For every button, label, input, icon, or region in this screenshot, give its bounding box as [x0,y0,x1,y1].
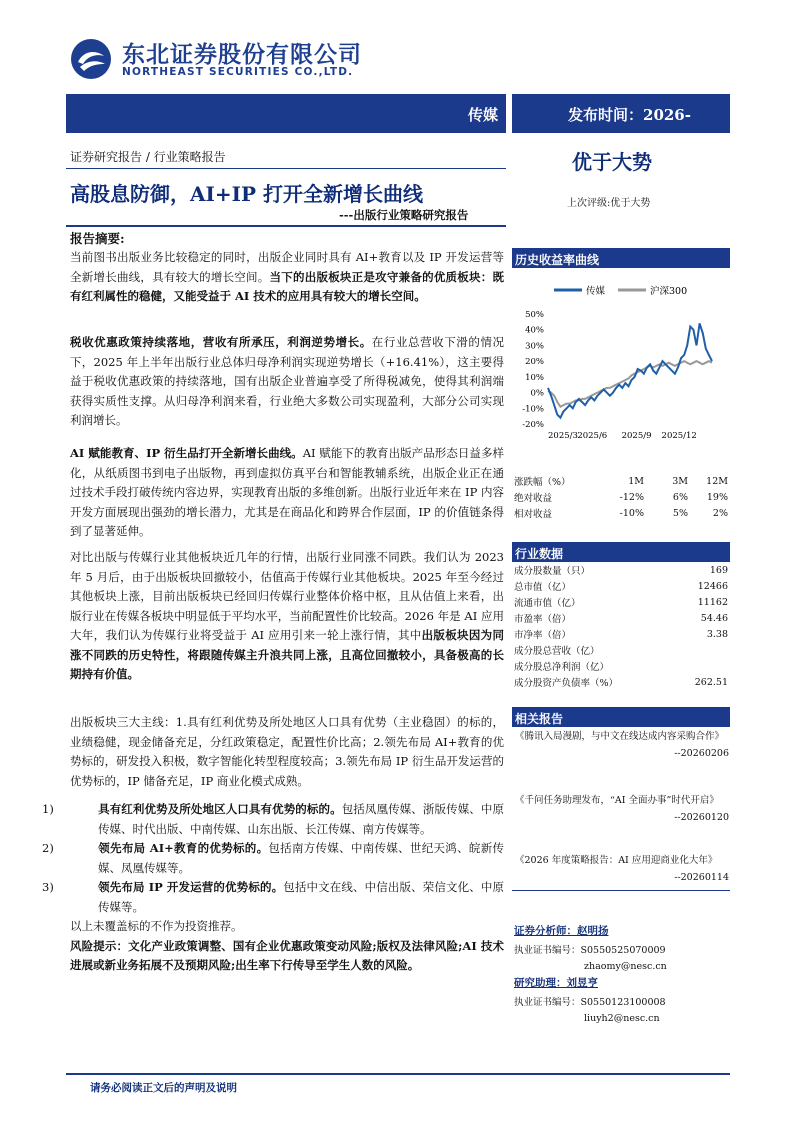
divider [512,890,730,891]
y-tick-label: 50% [525,310,544,320]
x-tick-label: 2025/6 [577,431,608,441]
y-tick-label: 40% [525,325,544,336]
related-report-date: --20260120 [674,812,729,823]
series-line-传媒 [548,323,712,417]
table-row: 成分股数量（只） 169 [514,564,728,577]
p2-bold: 税收优惠政策持续落地，营收有所承压，利润逆势增长。 [70,335,372,349]
return-chart [512,278,730,444]
mainline-list [42,800,505,976]
performance-table [514,473,728,521]
paragraph-5: 出版板块三大主线：1.具有红利优势及所处地区人口具有优势（主业稳固）的标的，业绩稳健，现金储备充足，分红政策稳定，配置性价比高；2.领先布局 AI+教育的优势标的，研发投入积极，数字智能化转型程度较高；3.领先布局 IP 衍生品开发运营的优势标的，IP 储备充足，IP 商业化模式成熟。 [70,715,504,788]
footer-divider [66,1073,730,1075]
table-row: 涨跌幅（%） 1M 3M 12M [514,475,728,488]
p2-text: 在行业总营收下滑的情况下，2025 年上半年出版行业总体归母净利润实现逆势增长（+16.41%），这主要得益于税收优惠政策的持续落地，国有出版企业普遍享受了所得税减免，使得其利润端获得实质性支撑。从归母净利润来看，行业绝大多数公司实现盈利，大部分公司实现利润增长。 [70,335,505,427]
p3-text: AI 赋能下的教育出版产品形态日益多样化，从纸质图书到电子出版物，再到虚拟仿真平台和智能教辅系统，出版企业正在通过技术手段打破传统内容边界，实现教育出版的多维创新。出版行业近年来在 IP 内容开发方面展现出强劲的增长潜力，尤其是在商品化和跨界合作层面，IP 的价值链条得到了显著延伸。 [70,446,504,538]
previous-rating: 上次评级:优于大势 [567,198,651,209]
publish-time: 发布时间：2026- [568,106,691,124]
divider [66,225,506,227]
legend-label-media: 传媒 [586,286,606,297]
list-item: 1) 具有红利优势及所处地区人口具有优势的标的。包括凤凰传媒、浙版传媒、中原传媒、时代出版、中南传媒、山东出版、长江传媒、南方传媒等。 [42,802,505,836]
y-tick-label: 0% [530,388,544,399]
related-report[interactable] [515,852,729,886]
paragraph-4 [70,548,504,685]
list-item: 3) 领先布局 IP 开发运营的优势标的。包括中文在线、中信出版、荣信文化、中原传媒等。 [42,880,504,914]
paragraph-1 [70,248,504,307]
x-tick-label: 2025/9 [621,431,652,441]
p4-text: 对比出版与传媒行业其他板块近几年的行情，出版行业同涨不同跌。我们认为 2023 年 5 月后，由于出版板块回撤较小，估值高于传媒行业其他板块。2025 年至今经过其他板块上涨，目前出版板块已经回归传媒行业整体价格中枢，且从估值上来看，出版行业在传媒各板块中明显低于平均水平，当前配置性价比较高。2026 年是 AI 应用大年，我们认为传媒行业将受益于 AI 应用引来一轮上涨行情，其中 [70,550,504,642]
analyst-email[interactable]: zhaomy@nesc.cn [584,961,667,972]
footer-note: 请务必阅读正文后的声明及说明 [90,1082,237,1094]
related-report[interactable] [515,728,729,762]
company-logo [70,38,112,80]
page-subtitle: ---出版行业策略研究报告 [339,208,469,222]
paragraph-3 [70,444,504,542]
breadcrumb: 证券研究报告 / 行业策略报告 [70,150,226,164]
table-row: 成分股资产负债率（%） 262.51 [514,676,728,689]
analyst-cert: 执业证书编号：S0550123100008 [514,997,666,1008]
company-name-en: NORTHEAST SECURITIES CO.,LTD. [122,66,354,78]
related-report-title: 《腾讯入局漫剧，与中文在线达成内容采购合作》 [515,731,725,742]
y-tick-label: -20% [522,420,544,430]
legend-label-hs300: 沪深300 [650,286,688,297]
x-tick-label: 2025/3 [548,431,578,441]
industry-data-table [514,562,728,690]
analyst-block [514,975,666,1024]
company-name-cn: 东北证券股份有限公司 [122,42,362,68]
rating-value: 优于大势 [572,150,652,174]
paragraph-2 [70,333,504,431]
abstract-heading: 报告摘要: [70,231,125,246]
related-report[interactable] [515,792,729,826]
y-tick-label: -10% [522,404,544,415]
y-tick-label: 10% [525,372,544,383]
related-report-date: --20260206 [674,748,729,759]
table-row: 总市值（亿） 12466 [514,580,728,593]
related-report-title: 《2026 年度策略报告：AI 应用迎商业化大年》 [515,855,718,866]
sector-banner [66,94,506,133]
p1-text: 当前图书出版业务比较稳定的同时，出版企业同时具有 AI+教育以及 IP 开发运营等全新增长曲线，具有较大的增长空间。 [70,250,504,284]
list-item: 2) 领先布局 AI+教育的优势标的。包括南方传媒、中南传媒、世纪天鸿、皖新传媒、凤凰传媒等。 [42,841,504,875]
table-row: 绝对收益 -12% 6% 19% [514,491,728,504]
x-tick-label: 2025/12 [661,431,697,441]
p1-bold: 当下的出版板块正是攻守兼备的优质板块：既有红利属性的稳健，又能受益于 AI 技术的应用具有较大的增长空间。 [70,269,504,303]
publish-banner [512,94,730,133]
table-row: 市净率（倍） 3.38 [514,628,728,641]
y-tick-label: 20% [525,357,544,368]
table-row: 流通市值（亿） 11162 [514,596,728,609]
section-header-related: 相关报告 [512,707,730,727]
analyst-name: 证券分析师：赵明扬 [514,925,609,937]
table-row: 成分股总净利润（亿） [514,662,610,673]
analyst-name: 研究助理：刘昱亨 [514,977,598,989]
table-row: 成分股总营收（亿） [514,646,600,657]
page-title: 高股息防御，AI+IP 打开全新增长曲线 [70,182,423,206]
section-header-chart: 历史收益率曲线 [512,248,730,268]
section-header-industry: 行业数据 [512,542,730,562]
table-row: 市盈率（倍） 54.46 [514,612,728,625]
disclaimer: 以上未覆盖标的不作为投资推荐。 [70,919,243,933]
risk-warning: 风险提示：文化产业政策调整、国有企业优惠政策变动风险;版权及法律风险;AI 技术进展或新业务拓展不及预期风险;出生率下行传导至学生人数的风险。 [70,938,504,972]
related-report-date: --20260114 [674,872,729,883]
analyst-cert: 执业证书编号：S0550525070009 [514,945,666,956]
divider [66,168,506,169]
p4-bold: 出版板块因为同涨不同跌的历史特性，将跟随传媒主升浪共同上涨，且高位回撤较小，具备极高的长期持有价值。 [70,628,504,681]
related-report-title: 《千问任务助理发布，“AI 全面办事”时代开启》 [515,795,719,806]
analyst-email[interactable]: liuyh2@nesc.cn [584,1013,660,1024]
table-row: 相对收益 -10% 5% 2% [514,507,728,520]
analyst-block [514,923,667,972]
p3-bold: AI 赋能教育、IP 衍生品打开全新增长曲线。 [70,446,303,460]
y-tick-label: 30% [525,341,544,352]
sector-label: 传媒 [467,106,498,124]
